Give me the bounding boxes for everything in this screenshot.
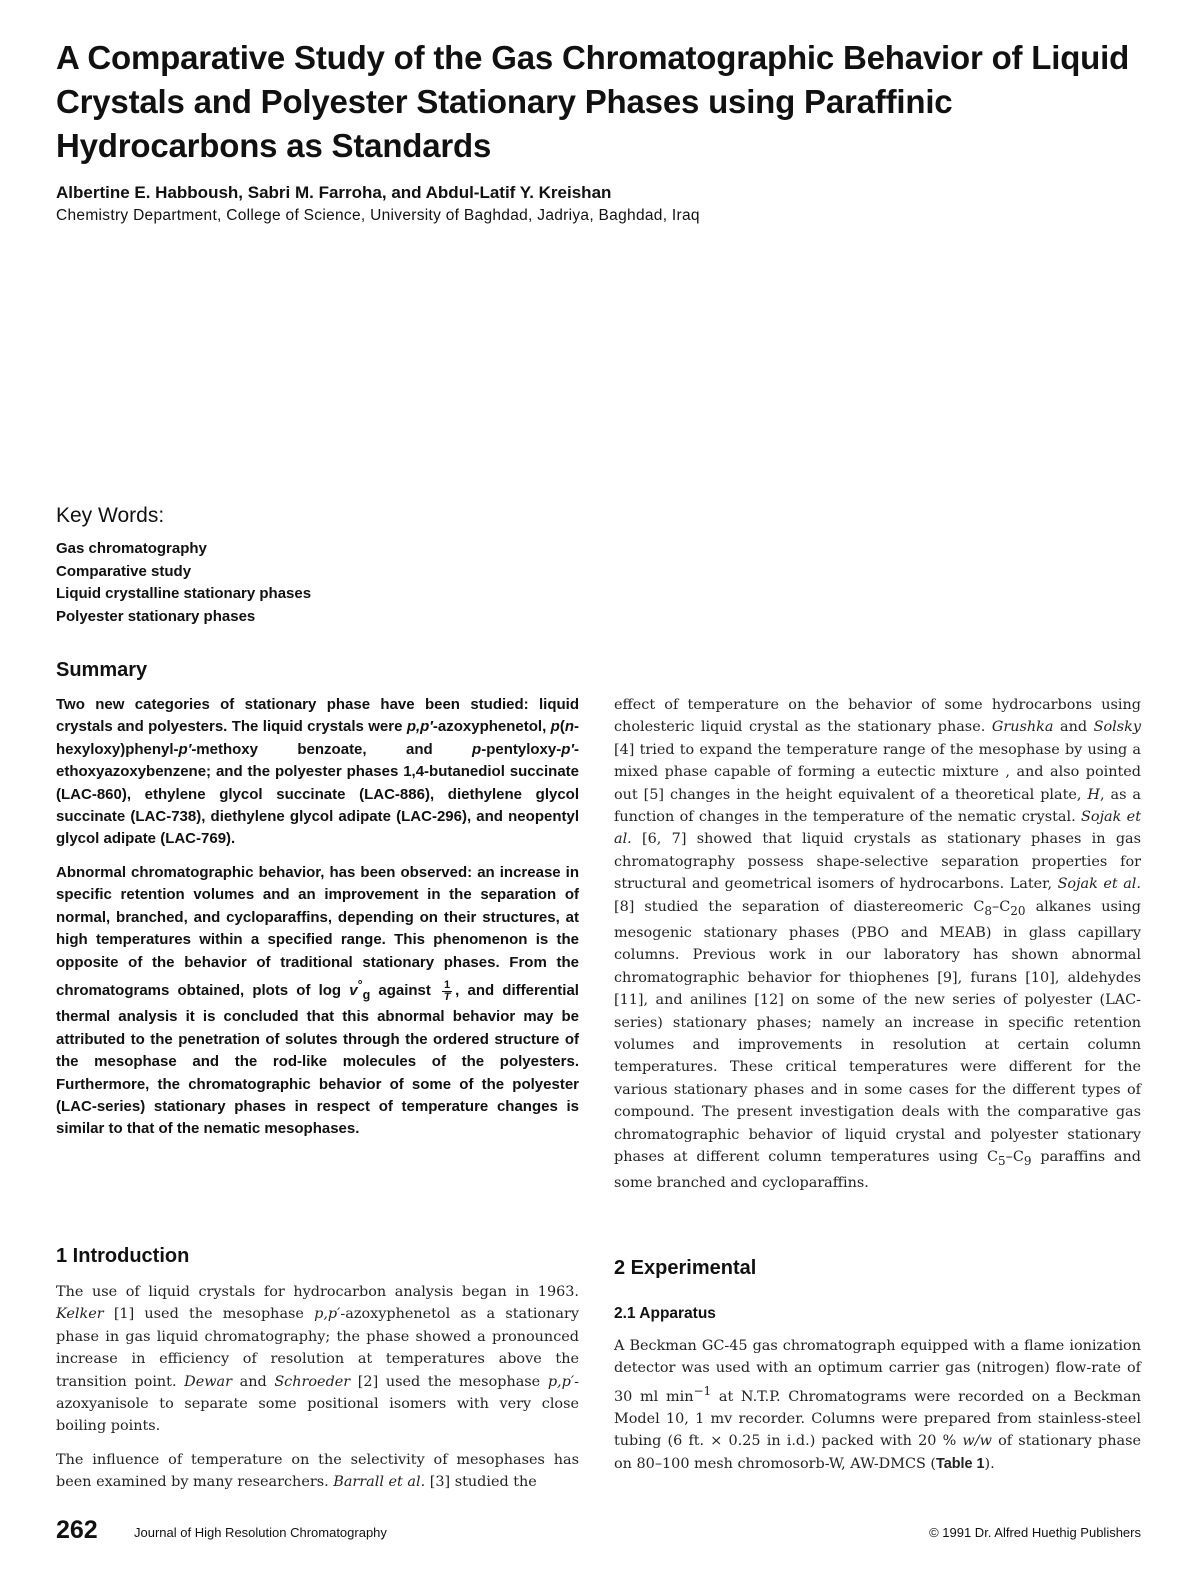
summary-heading: Summary xyxy=(56,659,148,681)
keyword-item: Polyester stationary phases xyxy=(56,607,256,625)
keywords-heading: Key Words: xyxy=(56,504,165,527)
paper-title: A Comparative Study of the Gas Chromatographic Behavior of Liquid Crystals and Polyester Stationary Phases using Paraffinic Hydrocarbons as Standards xyxy=(56,39,1130,164)
summary-paragraph-2: Abnormal chromatographic behavior, has been observed: an increase in specific retention volumes and an improvement in the separation of normal, branched, and cycloparaffins, depending on their structures, at high temperatures within a specified range. This phenomenon is the opposite of the behavior of traditional stationary phases. From the chromatograms obtained, plots of $\log v^\circ_g$ against $\frac{1}{T}$ , and differential thermal analysis it is concluded that this abnormal behavior may be attributed to the penetration of solutes through the ordered structure of the mesophase and the rod-like molecules of the polyesters. Furthermore, the chromatographic behavior of some of the polyester (LAC-series) stationary phases in respect of temperature changes is similar to that of the nematic mesophases. xyxy=(56,864,579,1138)
page-number: 262 xyxy=(56,1516,98,1544)
introduction-paragraph-1: The use of liquid crystals for hydrocarbon analysis began in 1963. Kelker [1] used the mesophase p,p′-azoxyphenetol as a stationary phase in gas liquid chromatography; the phase showed a pronounced increase in efficiency of resolution at temperatures above the transition point. Dewar and Schroeder [2] used the mesophase p,p′-azoxyanisole to separate some positional isomers with very close boiling points. xyxy=(56,1284,579,1435)
introduction-paragraph-2: The influence of temperature on the selectivity of mesophases has been examined by many researchers. Barrall et al. [3] studied the xyxy=(56,1452,579,1491)
experimental-heading: 2 Experimental xyxy=(614,1257,757,1279)
fraction-one-over-t: $\frac{1}{T}$ xyxy=(443,978,451,1003)
affiliation: Chemistry Department, College of Science, University of Baghdad, Jadriya, Baghdad, Iraq xyxy=(56,207,700,224)
introduction-continued: effect of temperature on the behavior of some hydrocarbons using cholesteric liquid crystal as the stationary phase. Grushka and Solsky [4] tried to expand the temperature range of the mesophase by using a mixed phase capable of forming a eutectic mixture , and also pointed out [5] changes in the height equivalent of a theoretical plate, H, as a function of changes in the temperature of the nematic crystal. Sojak et al. [6, 7] showed that liquid crystals as stationary phases in gas chromatography possess shape-selective separation properties for structural and geometrical isomers of hydrocarbons. Later, Sojak et al. [8] studied the separation of diastereomeric $C_8-C_{20}$ alkanes using mesogenic stationary phases (PBO and MEAB) in glass capillary columns. Previous work in our laboratory has shown abnormal chromatographic behavior for thiophenes [9], furans [10], aldehydes [11], and anilines [12] on some of the new series of polyester (LAC-series) stationary phases; namely an increase in specific retention volumes and improvements in resolution at certain column temperatures. These critical temperatures were different for the various stationary phases and in some cases for the different types of compound. The present investigation deals with the comparative gas chromatographic behavior of liquid crystal and polyester stationary phases at different column temperatures using $C_5-C_9$ paraffins and some branched and cycloparaffins. xyxy=(614,697,1141,1192)
journal-name: Journal of High Resolution Chromatography xyxy=(134,1525,387,1540)
table-reference[interactable]: Table 1 xyxy=(936,1455,985,1472)
keywords-list xyxy=(56,538,311,628)
keyword-item: Comparative study xyxy=(56,562,192,580)
copyright-notice: © 1991 Dr. Alfred Huethig Publishers xyxy=(929,1525,1141,1540)
apparatus-paragraph: A Beckman GC-45 gas chromatograph equipped with a flame ionization detector was used with an optimum carrier gas (nitrogen) flow-rate of 30 ml $\min^{-1}$ at N.T.P. Chromatograms were recorded on a Beckman Model 10, 1 mv recorder. Columns were prepared from stainless-steel tubing (6 ft. × 0.25 in i.d.) packed with 20 % w/w of stationary phase on 80–100 mesh chromosorb-W, AW-DMCS (Table 1). xyxy=(614,1338,1142,1472)
apparatus-heading: 2.1 Apparatus xyxy=(614,1305,716,1322)
authors: Albertine E. Habboush, Sabri M. Farroha, and Abdul-Latif Y. Kreishan xyxy=(56,183,612,202)
keyword-item: Liquid crystalline stationary phases xyxy=(56,585,312,602)
keyword-item: Gas chromatography xyxy=(56,540,207,557)
introduction-heading: 1 Introduction xyxy=(56,1245,190,1267)
summary-paragraph-1: Two new categories of stationary phase have been studied: liquid crystals and polyesters. The liquid crystals were p,p′-azoxyphenetol, p(n-hexyloxy)phenyl-p′-methoxy benzoate, and p-pentyloxy-p′-ethoxyazoxybenzene; and the polyester phases 1,4-butanediol succinate (LAC-860), ethylene glycol succinate (LAC-886), diethylene glycol succinate (LAC-738), diethylene glycol adipate (LAC-296), and neopentyl glycol adipate (LAC-769). xyxy=(56,696,579,848)
